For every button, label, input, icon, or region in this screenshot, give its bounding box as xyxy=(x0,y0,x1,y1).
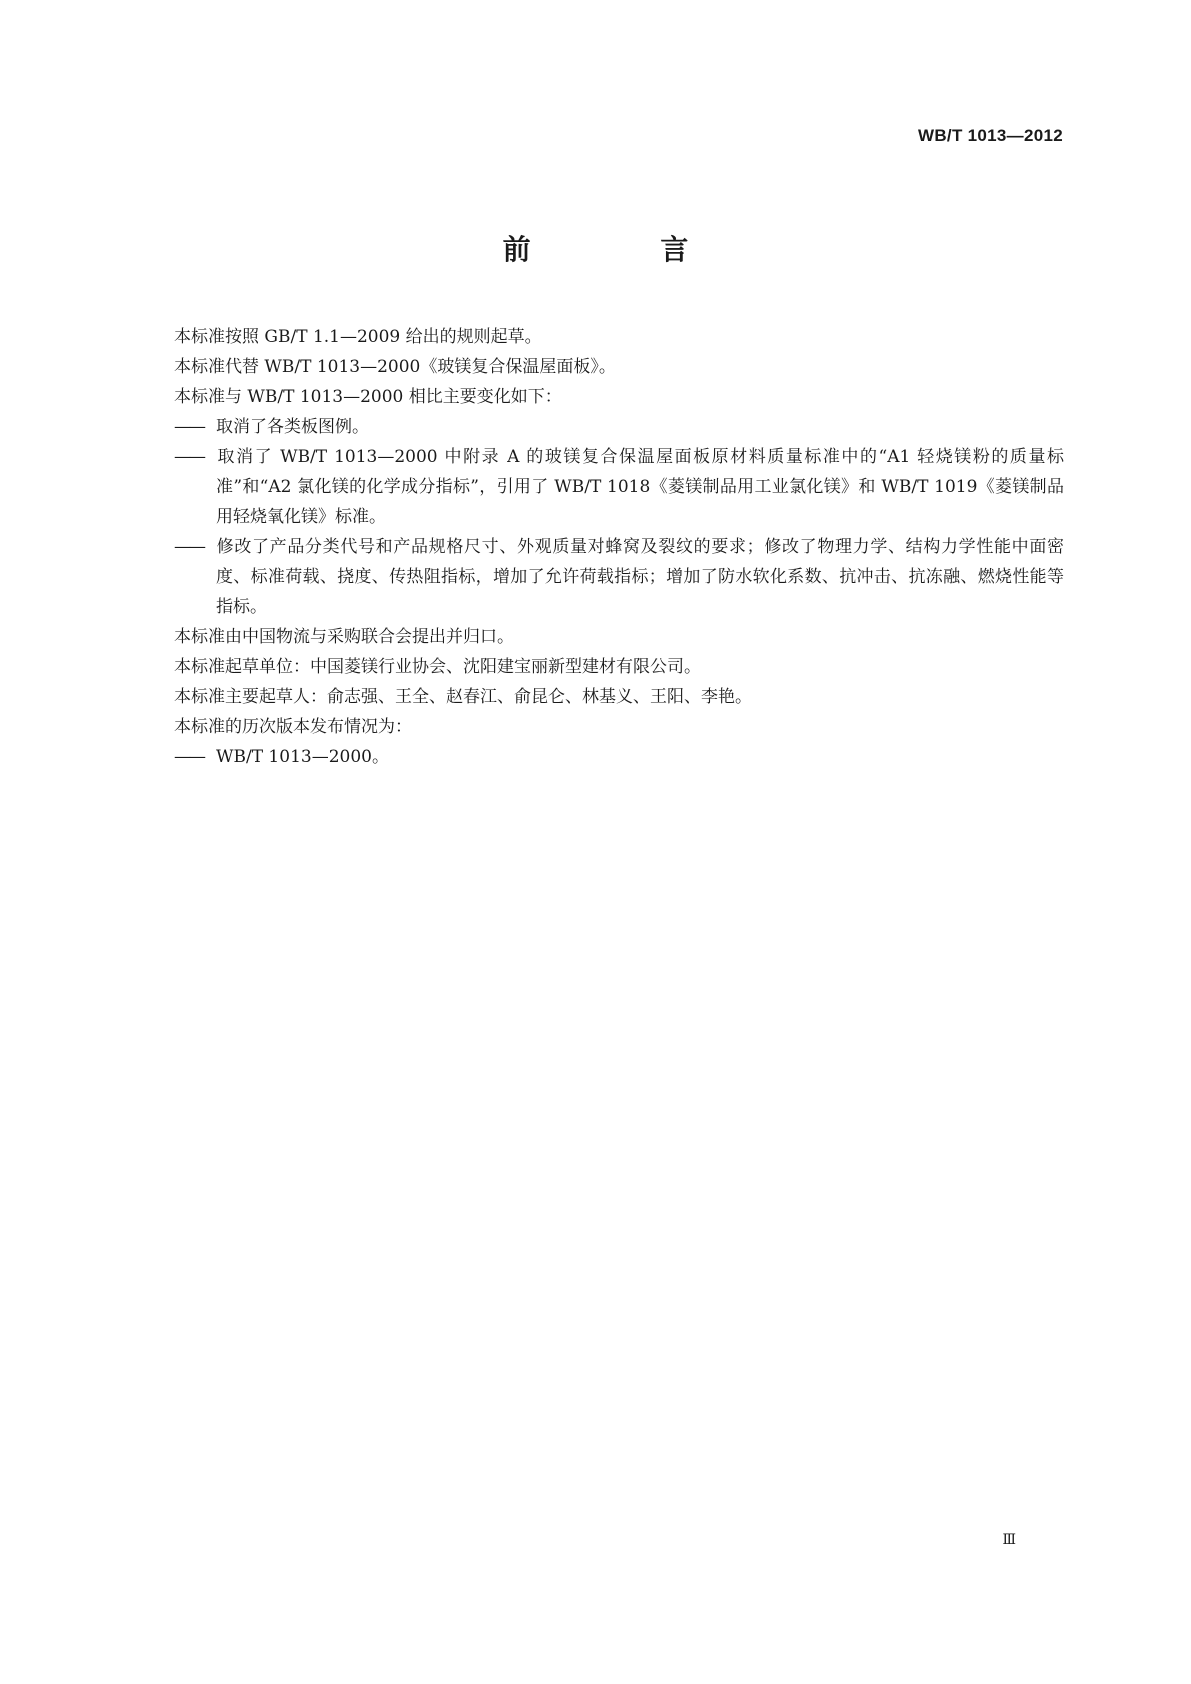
list-item-text: 取消了各类板图例。 xyxy=(216,417,369,437)
paragraph-drafting-rules: 本标准按照 GB/T 1.1—2009 给出的规则起草。 xyxy=(174,327,542,347)
list-item-text: WB/T 1013—2000。 xyxy=(216,747,389,767)
paragraph-proposed-by: 本标准由中国物流与采购联合会提出并归口。 xyxy=(174,627,514,647)
paragraph-replaces: 本标准代替 WB/T 1013—2000《玻镁复合保温屋面板》。 xyxy=(174,357,616,377)
paragraph-drafting-units: 本标准起草单位：中国菱镁行业协会、沈阳建宝丽新型建材有限公司。 xyxy=(174,657,701,677)
list-item-text: 修改了产品分类代号和产品规格尺寸、外观质量对蜂窝及裂纹的要求；修改了物理力学、结构力学性能中面密度、标准荷载、挠度、传热阻指标，增加了允许荷载指标；增加了防水软化系数、抗冲击、抗冻融、燃烧性能等指标。 xyxy=(216,537,1064,617)
page-title: 前 言 xyxy=(502,233,749,266)
list-item-history xyxy=(174,742,1064,772)
list-item-text: 取消了 WB/T 1013—2000 中附录 A 的玻镁复合保温屋面板原材料质量标准中的“A1 轻烧镁粉的质量标准”和“A2 氯化镁的化学成分指标”，引用了 WB/T 1018《菱镁制品用工业氯化镁》和 WB/T 1019《菱镁制品用轻烧氧化镁》标准。 xyxy=(216,447,1064,527)
dash-marker: —— xyxy=(174,417,204,437)
list-item-change xyxy=(174,412,1064,442)
list-item-change xyxy=(174,532,1064,622)
page-number: Ⅲ xyxy=(1002,1532,1016,1548)
dash-marker: —— xyxy=(174,747,204,767)
standard-code-header: WB/T 1013—2012 xyxy=(918,126,1063,145)
dash-marker: —— xyxy=(174,537,204,557)
paragraph-history-intro: 本标准的历次版本发布情况为： xyxy=(174,717,412,737)
paragraph-drafters: 本标准主要起草人：俞志强、王全、赵春江、俞昆仑、林基义、王阳、李艳。 xyxy=(174,687,752,707)
dash-marker: —— xyxy=(174,447,204,467)
paragraph-changes-intro: 本标准与 WB/T 1013—2000 相比主要变化如下： xyxy=(174,387,562,407)
list-item-change xyxy=(174,442,1064,532)
foreword-body xyxy=(174,322,1064,772)
